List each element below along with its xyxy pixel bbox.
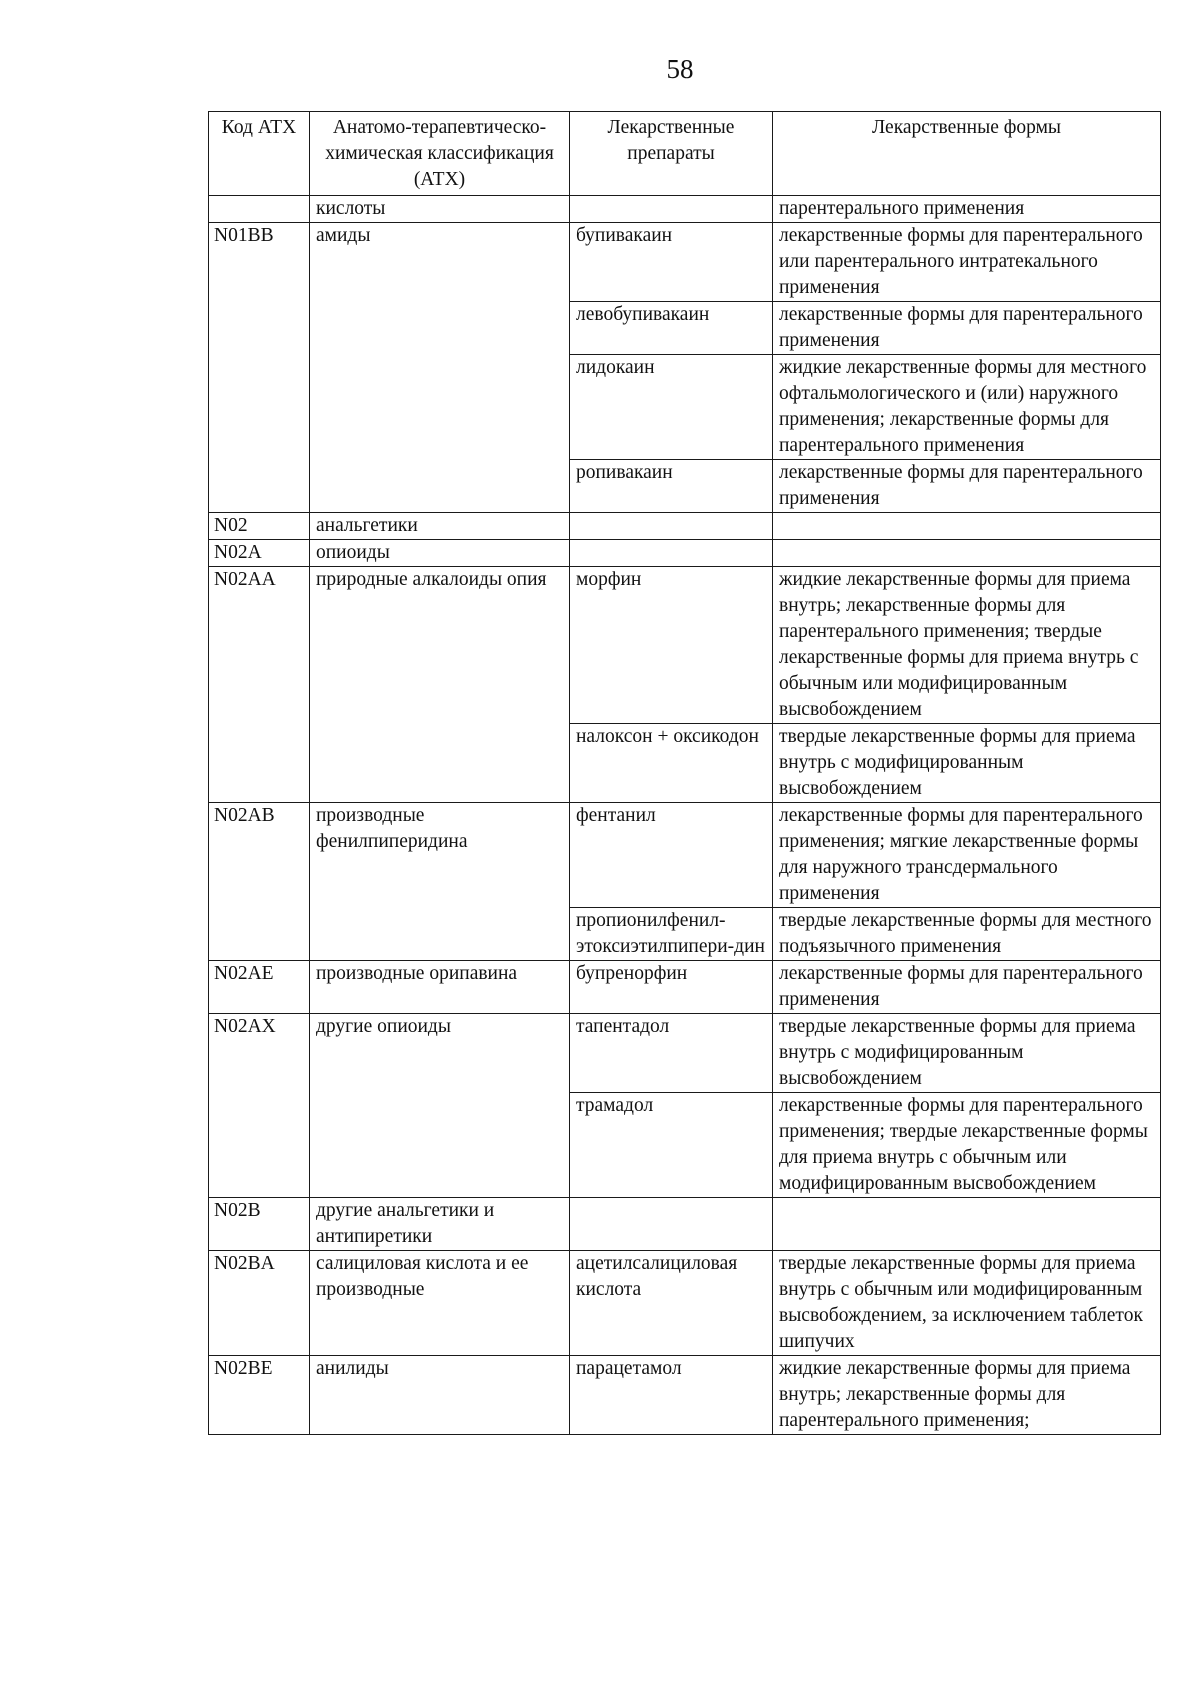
cell-drug: бупренорфин [570, 961, 773, 1014]
cell-forms: твердые лекарственные формы для местного подъязычного применения [773, 908, 1161, 961]
cell-classification: салициловая кислота и ее производные [310, 1251, 570, 1356]
cell-forms: жидкие лекарственные формы для местного офтальмологического и (или) наружного применения; лекарственные формы для парентерального применения [773, 355, 1161, 460]
cell-classification: опиоиды [310, 540, 570, 567]
header-classification: Анатомо-терапевтическо-химическая классификация (АТХ) [310, 112, 570, 196]
cell-code: N02BE [209, 1356, 310, 1435]
cell-drug: морфин [570, 567, 773, 724]
cell-forms: жидкие лекарственные формы для приема внутрь; лекарственные формы для парентерального применения; [773, 1356, 1161, 1435]
cell-drug: бупивакаин [570, 223, 773, 302]
cell-code: N02B [209, 1198, 310, 1251]
cell-forms: лекарственные формы для парентерального применения [773, 302, 1161, 355]
cell-drug [570, 1198, 773, 1251]
header-row [209, 112, 1161, 196]
cell-forms: твердые лекарственные формы для приема внутрь с обычным или модифицированным высвобождением, за исключением таблеток шипучих [773, 1251, 1161, 1356]
cell-drug: фентанил [570, 803, 773, 908]
cell-drug [570, 540, 773, 567]
table-row [209, 803, 1161, 908]
cell-drug [570, 513, 773, 540]
cell-classification: анилиды [310, 1356, 570, 1435]
cell-classification: кислоты [310, 196, 570, 223]
cell-forms [773, 513, 1161, 540]
cell-code: N02A [209, 540, 310, 567]
cell-code: N01BB [209, 223, 310, 513]
cell-drug: тапентадол [570, 1014, 773, 1093]
cell-code: N02 [209, 513, 310, 540]
table-row [209, 196, 1161, 223]
table-row [209, 1356, 1161, 1435]
cell-forms: лекарственные формы для парентерального применения; мягкие лекарственные формы для наружного трансдермального применения [773, 803, 1161, 908]
cell-forms: твердые лекарственные формы для приема внутрь с модифицированным высвобождением [773, 1014, 1161, 1093]
cell-drug [570, 196, 773, 223]
cell-code: N02AX [209, 1014, 310, 1198]
table-row [209, 1198, 1161, 1251]
cell-drug: ацетилсалициловая кислота [570, 1251, 773, 1356]
cell-drug: ропивакаин [570, 460, 773, 513]
cell-classification: производные фенилпиперидина [310, 803, 570, 961]
cell-forms: лекарственные формы для парентерального или парентерального интратекального применения [773, 223, 1161, 302]
cell-classification: природные алкалоиды опия [310, 567, 570, 803]
table-row [209, 540, 1161, 567]
cell-code: N02AB [209, 803, 310, 961]
cell-drug: пропионилфенил-этоксиэтилпипери-дин [570, 908, 773, 961]
cell-classification: другие анальгетики и антипиретики [310, 1198, 570, 1251]
cell-forms: парентерального применения [773, 196, 1161, 223]
cell-drug: левобупивакаин [570, 302, 773, 355]
cell-forms: лекарственные формы для парентерального применения [773, 961, 1161, 1014]
cell-code: N02AA [209, 567, 310, 803]
table-row [209, 513, 1161, 540]
table-row [209, 567, 1161, 724]
cell-code: N02BA [209, 1251, 310, 1356]
header-drugs: Лекарственные препараты [570, 112, 773, 196]
cell-drug: трамадол [570, 1093, 773, 1198]
table-row [209, 1251, 1161, 1356]
cell-forms: твердые лекарственные формы для приема внутрь с модифицированным высвобождением [773, 724, 1161, 803]
table-row [209, 223, 1161, 302]
cell-classification: производные орипавина [310, 961, 570, 1014]
atx-table [208, 111, 1161, 1435]
table-row [209, 961, 1161, 1014]
header-code: Код АТХ [209, 112, 310, 196]
cell-drug: налоксон + оксикодон [570, 724, 773, 803]
cell-forms: лекарственные формы для парентерального применения; твердые лекарственные формы для приема внутрь с обычным или модифицированным высвобождением [773, 1093, 1161, 1198]
cell-drug: лидокаин [570, 355, 773, 460]
cell-forms [773, 1198, 1161, 1251]
cell-classification: другие опиоиды [310, 1014, 570, 1198]
cell-forms: лекарственные формы для парентерального применения [773, 460, 1161, 513]
cell-classification: амиды [310, 223, 570, 513]
cell-drug: парацетамол [570, 1356, 773, 1435]
table-row [209, 1014, 1161, 1093]
cell-forms [773, 540, 1161, 567]
cell-forms: жидкие лекарственные формы для приема внутрь; лекарственные формы для парентерального применения; твердые лекарственные формы для приема внутрь с обычным или модифицированным высвобождением [773, 567, 1161, 724]
cell-code [209, 196, 310, 223]
cell-code: N02AE [209, 961, 310, 1014]
cell-classification: анальгетики [310, 513, 570, 540]
page-number: 58 [666, 54, 694, 84]
header-forms: Лекарственные формы [773, 112, 1161, 196]
